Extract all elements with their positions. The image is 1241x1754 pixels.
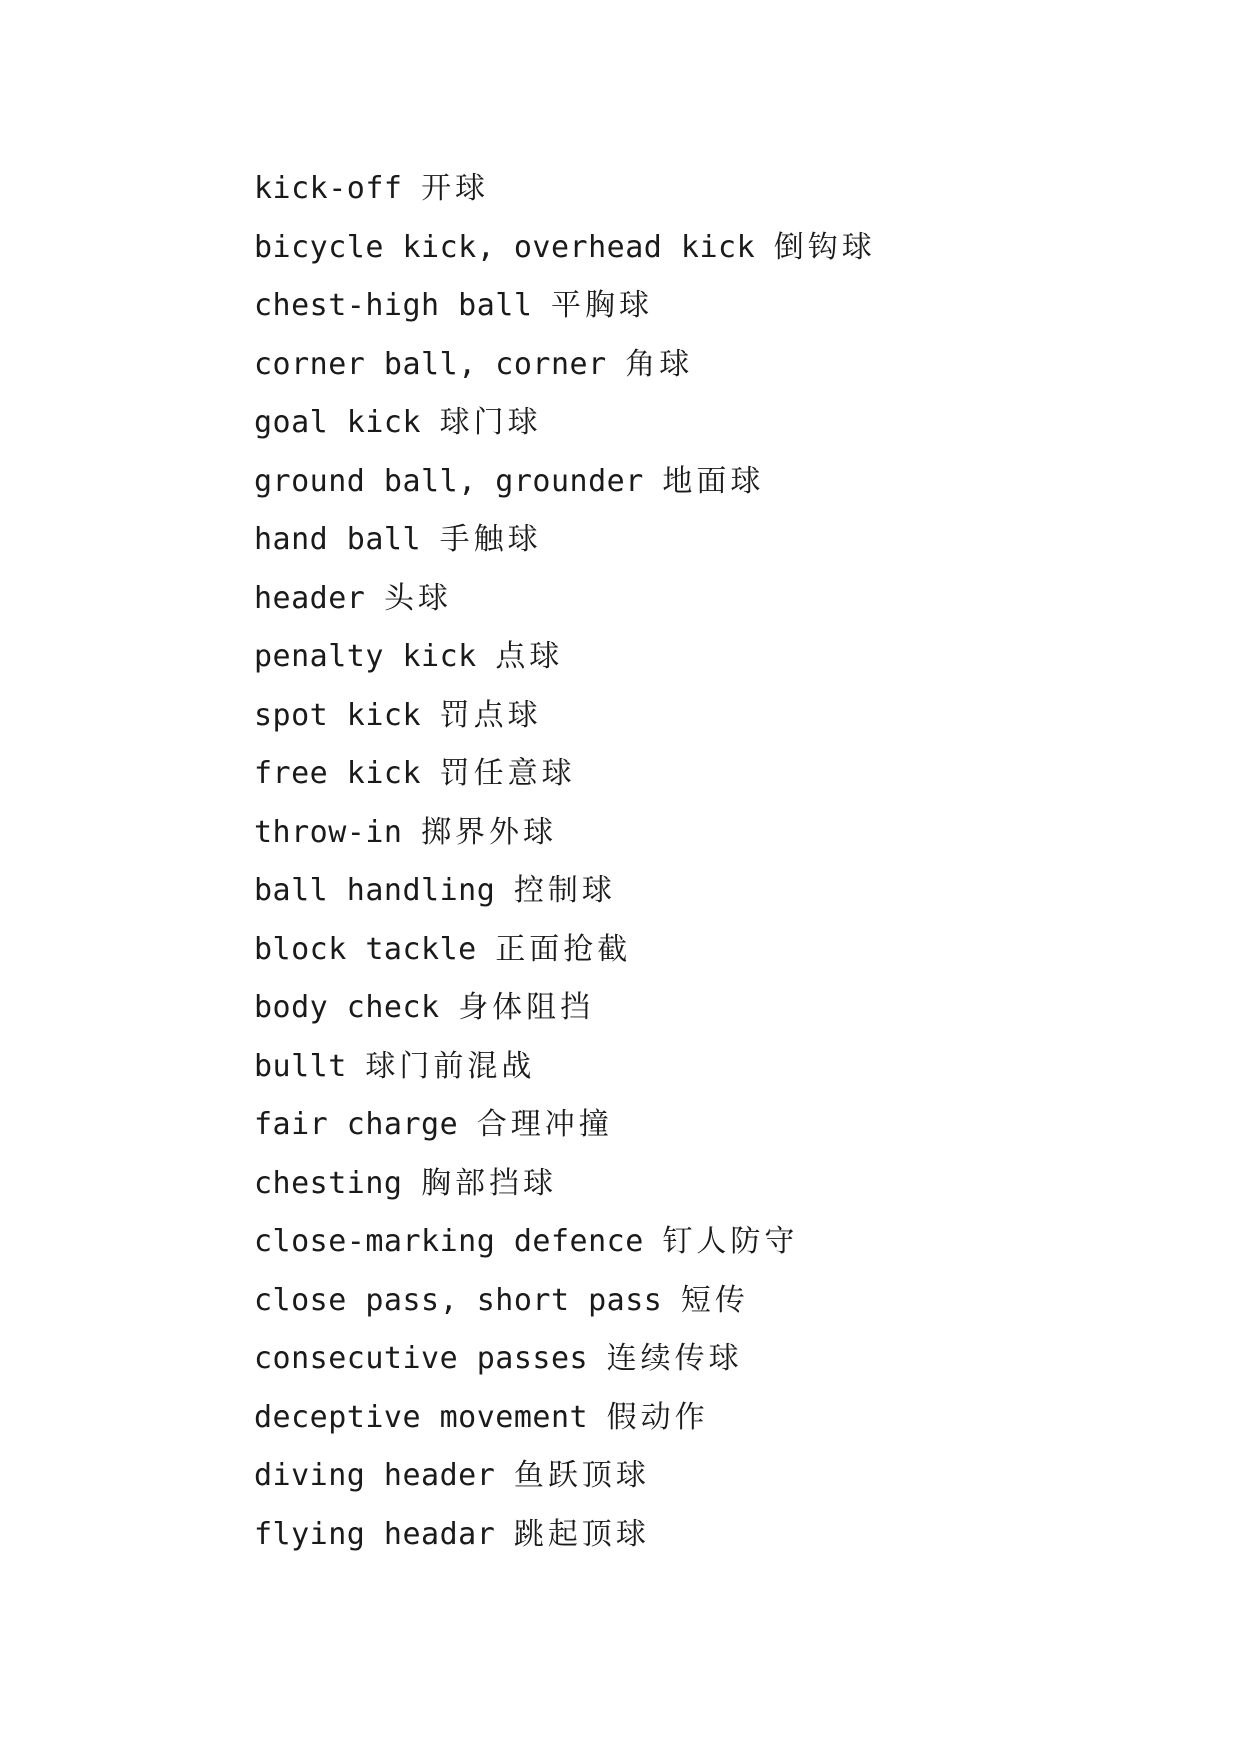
glossary-entry — [254, 160, 876, 219]
term-english: close pass, short pass — [254, 1282, 663, 1318]
term-english: penalty kick — [254, 639, 477, 674]
term-english: diving header — [254, 1458, 496, 1493]
glossary-entry — [254, 570, 876, 629]
term-english: corner ball, corner — [254, 346, 607, 382]
term-english: fair charge — [254, 1107, 459, 1142]
term-english: block tackle — [254, 931, 477, 967]
glossary-entry — [254, 1155, 876, 1214]
glossary-entry — [254, 277, 876, 336]
glossary-entry — [254, 628, 876, 687]
term-chinese: 球门球 — [439, 405, 542, 440]
glossary-entry — [254, 1096, 876, 1155]
term-chinese: 控制球 — [513, 873, 616, 908]
term-chinese: 球门前混战 — [365, 1048, 536, 1084]
glossary-entry — [254, 453, 876, 512]
term-chinese: 掷界外球 — [421, 814, 558, 850]
term-chinese: 鱼跃顶球 — [513, 1458, 650, 1493]
term-chinese: 头球 — [383, 580, 452, 616]
term-english: bullt — [254, 1048, 347, 1084]
glossary-entry — [254, 687, 876, 746]
term-english: ball handling — [254, 873, 496, 908]
term-english: chest-high ball — [254, 288, 533, 323]
glossary-entry — [254, 219, 876, 278]
term-english: body check — [254, 990, 440, 1025]
glossary-entry — [254, 745, 876, 804]
term-chinese: 假动作 — [606, 1399, 709, 1435]
term-english: close-marking defence — [254, 1224, 644, 1259]
term-chinese: 手触球 — [439, 522, 542, 557]
term-chinese: 罚任意球 — [439, 756, 576, 791]
term-english: flying headar — [254, 1516, 496, 1552]
term-english: chesting — [254, 1165, 403, 1201]
glossary-entry — [254, 1038, 876, 1097]
term-chinese: 正面抢截 — [495, 931, 632, 967]
glossary-list — [254, 160, 876, 1564]
term-english: header — [254, 580, 366, 616]
glossary-entry — [254, 979, 876, 1038]
term-english: bicycle kick, overhead kick — [254, 229, 756, 265]
term-chinese: 倒钩球 — [773, 229, 876, 265]
term-english: spot kick — [254, 697, 422, 733]
term-english: kick-off — [254, 171, 403, 206]
term-chinese: 平胸球 — [551, 288, 653, 323]
term-chinese: 胸部挡球 — [421, 1165, 558, 1201]
term-chinese: 短传 — [680, 1282, 749, 1318]
glossary-entry — [254, 804, 876, 863]
term-english: throw-in — [254, 814, 403, 850]
term-english: ground ball, grounder — [254, 463, 644, 499]
term-chinese: 钉人防守 — [662, 1224, 799, 1259]
term-chinese: 身体阻挡 — [458, 990, 595, 1025]
glossary-entry — [254, 921, 876, 980]
glossary-entry — [254, 511, 876, 570]
term-chinese: 合理冲撞 — [476, 1107, 613, 1142]
term-chinese: 地面球 — [662, 463, 765, 499]
glossary-entry — [254, 1330, 876, 1389]
glossary-entry — [254, 862, 876, 921]
term-chinese: 开球 — [421, 171, 490, 206]
glossary-entry — [254, 1447, 876, 1506]
glossary-entry — [254, 336, 876, 395]
term-english: consecutive passes — [254, 1341, 589, 1376]
glossary-entry — [254, 1213, 876, 1272]
term-english: deceptive movement — [254, 1399, 589, 1435]
glossary-entry — [254, 1272, 876, 1331]
glossary-entry — [254, 1389, 876, 1448]
term-english: goal kick — [254, 405, 422, 440]
term-chinese: 角球 — [625, 346, 694, 382]
glossary-entry — [254, 394, 876, 453]
term-chinese: 跳起顶球 — [513, 1516, 650, 1552]
glossary-entry — [254, 1506, 876, 1565]
term-chinese: 连续传球 — [606, 1341, 743, 1376]
term-chinese: 罚点球 — [439, 697, 542, 733]
term-english: free kick — [254, 756, 422, 791]
term-chinese: 点球 — [495, 639, 564, 674]
term-english: hand ball — [254, 522, 422, 557]
